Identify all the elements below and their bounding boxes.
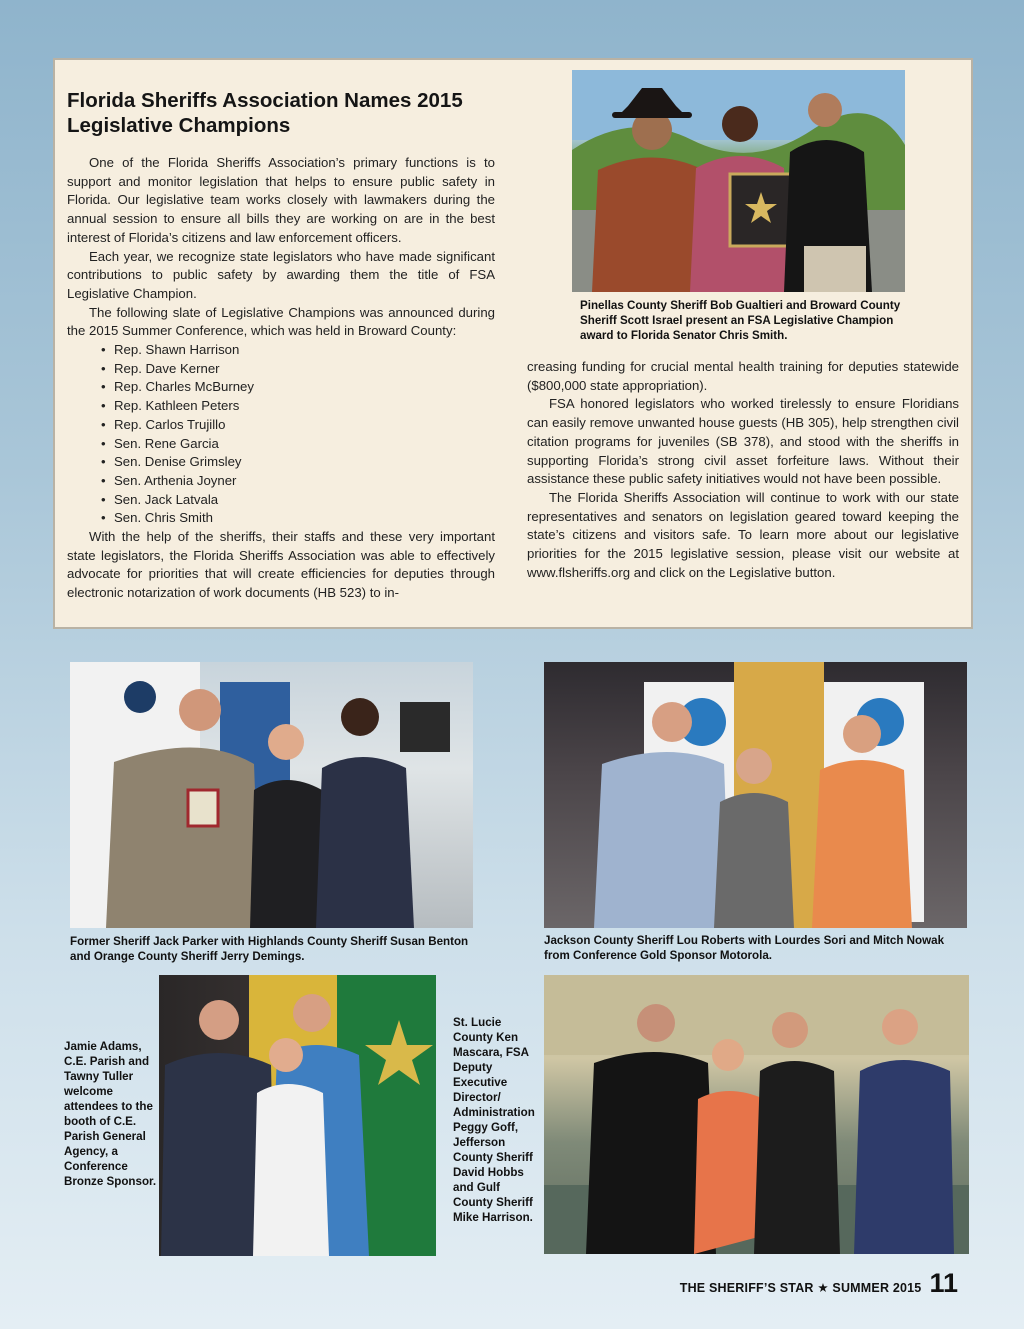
publication-footer: THE SHERIFF’S STAR ★ SUMMER 2015 [679,1281,922,1295]
article-paragraph: creasing funding for crucial mental health training for deputies statewide ($800,000 state appropriation). [527,359,959,393]
article-column-left [67,154,495,603]
page-footer [680,1268,958,1299]
photo-motorola-illustration [544,662,967,928]
article-paragraph: The Florida Sheriffs Association will continue to work with our state representatives and senators on legislation geared toward keeping the state’s citizens and visitors safe. To learn more about our legislative priorities for the 2015 legislative session, please visit our website at www.flsheriffs.org and click on the Legislative button. [527,489,959,580]
article-paragraph: With the help of the sheriffs, their staffs and these very important state legislators, the Florida Sheriffs Association was able to effectively advocate for priorities that will create efficiencies for deputies through electronic notarization of work documents (HB 523) to in- [67,529,495,601]
photo-roberts-motorola [544,662,967,928]
page-number: 11 [929,1268,958,1298]
article-paragraph: FSA honored legislators who worked tirelessly to ensure Floridians can easily remove unwanted house guests (HB 305), help strengthen civil citation programs for juveniles (SB 378), and stood with the sheriffs in supporting Florida’s strong civil asset forfeiture laws. Without their assistance these public safety initiatives would not have been possible. [527,396,959,487]
photo-conference-group [544,975,969,1254]
champion-item: • Rep. Carlos Trujillo [101,416,495,435]
photo-booth-illustration [70,662,473,928]
champion-item: • Rep. Charles McBurney [101,378,495,397]
photo-parker-benton-demings [70,662,473,928]
article-column-right [527,358,959,582]
caption-photo2: Former Sheriff Jack Parker with Highlands County Sheriff Susan Benton and Orange County Sheriff Jerry Demings. [70,935,469,963]
photo-parish-illustration [159,975,436,1256]
photo-group-illustration [544,975,969,1254]
caption-photo4: Jamie Adams, C.E. Parish and Tawny Tuller welcome attendees to the booth of C.E. Parish General Agency, a Conference Bronze Sponsor. [64,1040,157,1188]
photo-ce-parish-booth [159,975,436,1256]
article-paragraph: The following slate of Legislative Champions was announced during the 2015 Summer Conference, which was held in Broward County: [67,304,495,339]
photo-award-illustration [572,70,905,292]
photo-award-presentation [572,70,905,292]
caption-photo1: Pinellas County Sheriff Bob Gualtieri and Broward County Sheriff Scott Israel present an FSA Legislative Champion award to Florida Senator Chris Smith. [580,299,901,342]
champion-item: • Rep. Dave Kerner [101,360,495,379]
caption-photo3: Jackson County Sheriff Lou Roberts with Lourdes Sori and Mitch Nowak from Conference Gold Sponsor Motorola. [544,934,945,962]
champion-item: • Sen. Arthenia Joyner [101,472,495,491]
champions-list [67,341,495,528]
champion-item: • Sen. Chris Smith [101,509,495,528]
champion-item: • Sen. Jack Latvala [101,491,495,510]
champion-item: • Rep. Shawn Harrison [101,341,495,360]
caption-photo5: St. Lucie County Ken Mascara, FSA Deputy Executive Director/ Administration Peggy Goff, Jefferson County Sheriff David Hobbs and Gulf County Sheriff Mike Harrison. [453,1016,535,1224]
champion-item: • Rep. Kathleen Peters [101,397,495,416]
article-panel [53,58,973,629]
article-paragraph: One of the Florida Sheriffs Association’s primary functions is to support and monitor legislation that helps to ensure public safety in Florida. Our legislative team works closely with lawmakers during the annual session to ensure all bills they are working on are in the best interest of Florida’s citizens and law enforcement officers. [67,155,495,245]
champion-item: • Sen. Denise Grimsley [101,453,495,472]
champion-item: • Sen. Rene Garcia [101,435,495,454]
article-paragraph: Each year, we recognize state legislators who have made significant contributions to public safety by awarding them the title of FSA Legislative Champion. [67,248,495,301]
article-headline: Florida Sheriffs Association Names 2015 Legislative Champions [67,89,463,137]
